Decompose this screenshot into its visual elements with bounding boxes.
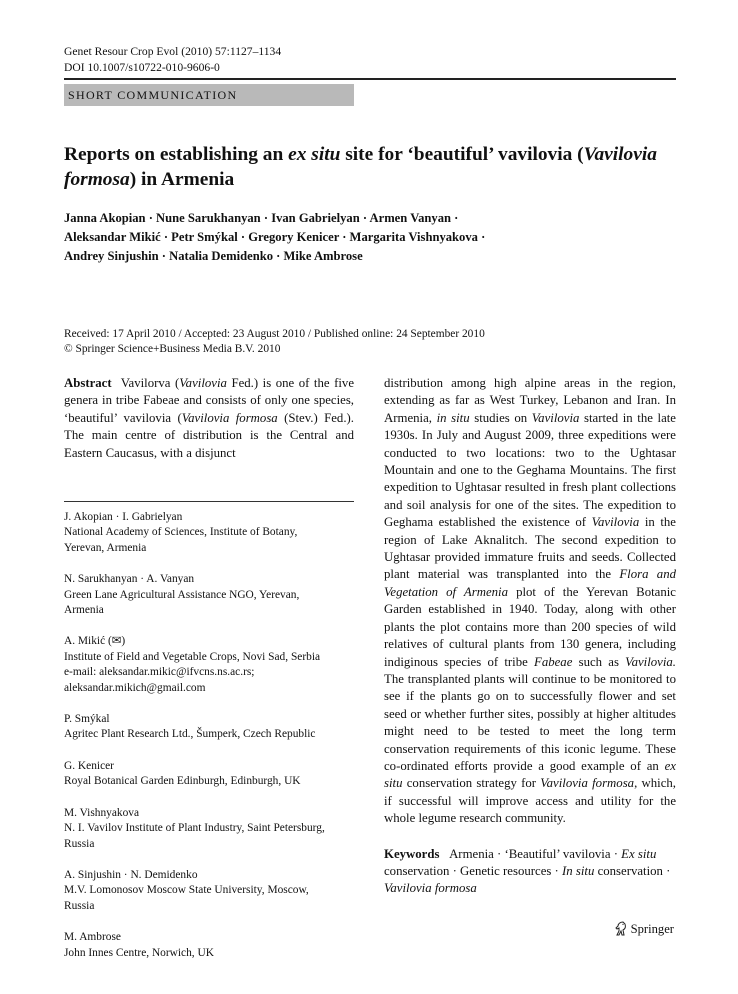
publisher-mark bbox=[614, 921, 674, 937]
abstract-run: Vavilovia bbox=[179, 376, 227, 390]
abstract-continued-run: conservation strategy for bbox=[402, 776, 541, 791]
abstract-continued-run: Vavilovia bbox=[591, 515, 640, 530]
abstract-continued-run: in situ bbox=[436, 410, 470, 425]
abstract-continued-run: Vavilovia. bbox=[625, 654, 676, 669]
affiliation-authors: P. Smýkal bbox=[64, 713, 110, 726]
left-column bbox=[64, 375, 354, 462]
affiliation-line: Agritec Plant Research Ltd., Šumperk, Czech Republic bbox=[64, 728, 316, 741]
journal-header bbox=[64, 44, 281, 76]
affiliations bbox=[64, 510, 354, 977]
abstract-continued-run: Flora and Vegetation of Armenia bbox=[384, 567, 676, 599]
abstract-continued-run: started in the late 1930s. In July and August 2009, three expeditions were conducted to two locations: two to the Ughtasar Mountain and one to the Geghama Mountains. The first expedition to Ughtasar resulted in fresh plant collections and soil analysis for one of the sites. The expedition to Geghama established the existence of bbox=[384, 410, 676, 530]
abstract-continued-run: plot of the Yerevan Botanic Garden established in 1940. Today, along with other plants the plot contains more than 200 species of wild relatives of cultural plants from 130 genera, including indiginous species of tribe bbox=[384, 584, 676, 669]
journal-citation: Genet Resour Crop Evol (2010) 57:1127–1134 bbox=[64, 45, 282, 58]
title-text-2: site for ‘beautiful’ vavilovia ( bbox=[340, 144, 584, 165]
keywords-label: Keywords bbox=[384, 846, 440, 861]
affiliation-block bbox=[64, 930, 354, 961]
affiliation-line: Yerevan, Armenia bbox=[64, 541, 147, 554]
abstract-run: Vavilovia formosa bbox=[181, 410, 278, 425]
abstract-run: Fed.) is one of the five genera in tribe Fabeae and consists of only one species, ‘beautiful’ vavilovia ( bbox=[64, 376, 355, 425]
affiliation-block bbox=[64, 572, 354, 618]
affiliation-rule bbox=[64, 501, 354, 502]
affiliation-authors: N. Sarukhanyan · A. Vanyan bbox=[64, 573, 195, 586]
affiliation-block bbox=[64, 634, 354, 696]
affiliation-line: National Academy of Sciences, Institute of Botany, bbox=[64, 526, 298, 539]
abstract-continued-run: studies on bbox=[469, 410, 532, 425]
affiliation-line: Russia bbox=[64, 899, 95, 912]
affiliation-line: e-mail: aleksandar.mikic@ifvcns.ns.ac.rs; bbox=[64, 666, 255, 679]
affiliation-block bbox=[64, 510, 354, 556]
affiliation-line: M.V. Lomonosov Moscow State University, Moscow, bbox=[64, 884, 309, 897]
affiliation-authors: A. Mikić (✉) bbox=[64, 635, 126, 648]
affiliation-authors: M. Vishnyakova bbox=[64, 806, 140, 819]
abstract-run: Vavilorva ( bbox=[120, 376, 180, 390]
affiliation-line: N. I. Vavilov Institute of Plant Industry, Saint Petersburg, bbox=[64, 822, 325, 835]
abstract-continued-run: The transplanted plants will continue to be monitored to see if the plants go on to successfully flower and set seed or whether further sites, possibly at higher altitudes might need to be tested to meet the long term conservation requirements of this iconic legume. These co-ordinated efforts provide a good example of an bbox=[384, 671, 676, 773]
affiliation-line: Royal Botanical Garden Edinburgh, Edinburgh, UK bbox=[64, 775, 301, 788]
affiliation-authors: J. Akopian · I. Gabrielyan bbox=[64, 511, 183, 523]
keyword-run: Ex situ bbox=[621, 846, 657, 861]
abstract-continued-run: ex situ bbox=[384, 758, 676, 791]
keyword-run: In situ bbox=[562, 863, 595, 878]
keyword-run: Armenia · ‘Beautiful’ vavilovia · bbox=[449, 846, 622, 861]
keyword-run: conservation · bbox=[594, 863, 671, 878]
affiliation-line: John Innes Centre, Norwich, UK bbox=[64, 946, 214, 959]
abstract-continued-run: Vavilovia formosa bbox=[540, 776, 635, 791]
author-line: Janna Akopian · Nune Sarukhanyan · Ivan Gabrielyan · Armen Vanyan · bbox=[64, 211, 459, 225]
section-label: SHORT COMMUNICATION bbox=[64, 84, 354, 106]
header-rule bbox=[64, 78, 676, 80]
right-column bbox=[384, 375, 676, 898]
title-italic-2: Vavilovia formosa bbox=[64, 144, 657, 190]
keyword-run: conservation · Genetic resources · bbox=[384, 863, 563, 878]
abstract-continued-run: distribution among high alpine areas in the region, extending as far as West Turkey, Lebanon and Iran. In Armenia, bbox=[384, 376, 676, 425]
history-dates: Received: 17 April 2010 / Accepted: 23 August 2010 / Published online: 24 September 2010 bbox=[64, 328, 485, 340]
publisher-name: Springer bbox=[630, 921, 674, 936]
abstract-continued-run: Fabeae bbox=[534, 654, 573, 669]
publication-dates bbox=[64, 327, 676, 357]
abstract-label: Abstract bbox=[64, 376, 112, 390]
affiliation-line: aleksandar.mikich@gmail.com bbox=[64, 681, 206, 694]
author-list bbox=[64, 209, 676, 266]
abstract bbox=[64, 375, 354, 462]
affiliation-authors: G. Kenicer bbox=[64, 759, 114, 772]
abstract-continued-run: in the region of Lake Aknalitch. The second expedition to Ughtasar provided immature fruits and seeds. Collected plant material was transplanted into the bbox=[384, 515, 676, 582]
author-line: Aleksandar Mikić · Petr Smýkal · Gregory Kenicer · Margarita Vishnyakova · bbox=[64, 230, 486, 244]
copyright-line: © Springer Science+Business Media B.V. 2010 bbox=[64, 343, 281, 355]
title-text-3: ) in Armenia bbox=[129, 169, 235, 190]
affiliation-authors: M. Ambrose bbox=[64, 931, 121, 944]
abstract-run: (Stev.) Fed.). The main centre of distribution is the Central and Eastern Caucasus, with a disjunct bbox=[64, 410, 354, 460]
abstract-continued-run: , which, if successful will improve access and utility for the whole legume research community. bbox=[384, 776, 676, 826]
affiliation-line: Russia bbox=[64, 837, 95, 850]
abstract-continued-run: Vavilovia bbox=[531, 410, 580, 425]
abstract-continued bbox=[384, 375, 676, 828]
affiliation-block bbox=[64, 712, 354, 743]
affiliation-block bbox=[64, 759, 354, 790]
title-text-1: Reports on establishing an bbox=[64, 144, 289, 165]
affiliation-line: Green Lane Agricultural Assistance NGO, Yerevan, bbox=[64, 588, 300, 601]
keywords bbox=[384, 846, 676, 898]
affiliation-block bbox=[64, 806, 354, 852]
journal-doi: DOI 10.1007/s10722-010-9606-0 bbox=[64, 61, 220, 74]
author-line: Andrey Sinjushin · Natalia Demidenko · Mike Ambrose bbox=[64, 249, 363, 263]
affiliation-line: Armenia bbox=[64, 604, 104, 617]
keyword-run: Vavilovia formosa bbox=[384, 881, 477, 896]
affiliation-line: Institute of Field and Vegetable Crops, Novi Sad, Serbia bbox=[64, 650, 321, 663]
springer-horse-icon bbox=[614, 921, 628, 937]
paper-title bbox=[64, 142, 676, 192]
affiliation-block bbox=[64, 868, 354, 914]
affiliation-authors: A. Sinjushin · N. Demidenko bbox=[64, 868, 198, 881]
abstract-continued-run: such as bbox=[572, 654, 626, 669]
title-italic-1: ex situ bbox=[288, 144, 341, 165]
